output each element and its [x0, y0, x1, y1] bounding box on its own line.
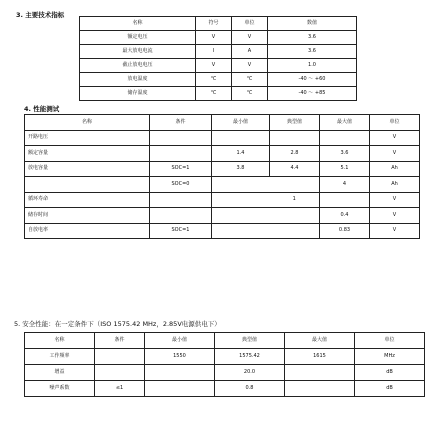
table-cell: V	[370, 192, 420, 208]
table-cell: 5.1	[320, 161, 370, 177]
table-cell: 自放电率	[25, 223, 150, 239]
table-cell	[212, 208, 270, 224]
table-cell	[212, 130, 270, 146]
header-cell: 最大值	[285, 333, 355, 349]
table-row	[25, 349, 425, 365]
table-row	[80, 31, 357, 45]
table-cell: 20.0	[215, 365, 285, 381]
table-cell: 循环寿命	[25, 192, 150, 208]
table-cell	[150, 192, 212, 208]
table-cell	[270, 130, 320, 146]
table-cell: ℃	[232, 87, 268, 101]
table-cell: SOC=0	[150, 177, 212, 193]
table-cell	[212, 192, 270, 208]
table-cell: 储存时间	[25, 208, 150, 224]
table-cell: 1	[270, 192, 320, 208]
table-cell: 4	[320, 177, 370, 193]
table-cell: ℃	[196, 87, 232, 101]
header-cell: 符号	[196, 17, 232, 31]
table-cell	[150, 146, 212, 162]
table-cell: I	[196, 45, 232, 59]
table-cell: Ah	[370, 177, 420, 193]
table-header-row	[25, 115, 420, 131]
table-cell: 3.6	[268, 45, 357, 59]
table-cell: ℃	[232, 73, 268, 87]
table-cell: 最大放电电流	[80, 45, 196, 59]
table-cell	[270, 223, 320, 239]
table-cell: V	[196, 31, 232, 45]
table-cell	[270, 177, 320, 193]
table-cell: V	[370, 208, 420, 224]
table-cell: 开路电压	[25, 130, 150, 146]
table-cell: 放电容量	[25, 161, 150, 177]
header-cell: 典型值	[215, 333, 285, 349]
table-cell	[95, 349, 145, 365]
table-cell	[150, 130, 212, 146]
table-cell: 2.8	[270, 146, 320, 162]
header-cell: 数值	[268, 17, 357, 31]
table-cell: V	[370, 146, 420, 162]
table-cell: 截止放电电压	[80, 59, 196, 73]
table-cell	[320, 192, 370, 208]
table-cell: 额定电压	[80, 31, 196, 45]
table-cell: SOC=1	[150, 161, 212, 177]
table-cell: 增益	[25, 365, 95, 381]
table-cell: A	[232, 45, 268, 59]
header-cell: 名称	[25, 333, 95, 349]
table-row	[25, 381, 425, 397]
table-row	[80, 59, 357, 73]
table-cell: 1.0	[268, 59, 357, 73]
table-row	[80, 73, 357, 87]
spec-table	[79, 16, 357, 101]
section5-heading: 5. 安全性能：在一定条件下（ISO 1575.42 MHz，2.85V电源供电下）	[14, 320, 221, 328]
table-row	[25, 192, 420, 208]
table-cell	[270, 208, 320, 224]
table-cell	[95, 365, 145, 381]
table-cell: V	[370, 130, 420, 146]
header-cell: 单位	[370, 115, 420, 131]
table-header-row	[25, 333, 425, 349]
table-cell: 3.8	[212, 161, 270, 177]
table-cell	[285, 381, 355, 397]
table-cell	[150, 208, 212, 224]
table-cell	[320, 130, 370, 146]
table-cell: SOC=1	[150, 223, 212, 239]
table-cell: 噪声系数	[25, 381, 95, 397]
performance-table	[24, 114, 420, 239]
table-cell: 工作频率	[25, 349, 95, 365]
table-cell: ℃	[196, 73, 232, 87]
table-cell: 额定容量	[25, 146, 150, 162]
table-cell: V	[232, 59, 268, 73]
table-cell: 1550	[145, 349, 215, 365]
table-cell	[145, 381, 215, 397]
table-cell: dB	[355, 365, 425, 381]
header-cell: 条件	[150, 115, 212, 131]
table-cell: 0.8	[215, 381, 285, 397]
table-cell: V	[370, 223, 420, 239]
header-cell: 单位	[232, 17, 268, 31]
table-cell: V	[232, 31, 268, 45]
header-cell: 最大值	[320, 115, 370, 131]
table-cell: 1615	[285, 349, 355, 365]
table-cell: 1.4	[212, 146, 270, 162]
table-cell: MHz	[355, 349, 425, 365]
header-cell: 单位	[355, 333, 425, 349]
table-cell: 1575.42	[215, 349, 285, 365]
header-cell: 名称	[25, 115, 150, 131]
table-cell: 3.6	[268, 31, 357, 45]
table-cell: 4.4	[270, 161, 320, 177]
table-row	[25, 365, 425, 381]
table-cell: -40 ～ +60	[268, 73, 357, 87]
table-header-row	[80, 17, 357, 31]
table-row	[25, 223, 420, 239]
table-cell: ≤1	[95, 381, 145, 397]
table-cell: 3.6	[320, 146, 370, 162]
table-row	[80, 45, 357, 59]
table-cell: 0.4	[320, 208, 370, 224]
table-row	[25, 177, 420, 193]
table-row	[80, 87, 357, 101]
table-row	[25, 161, 420, 177]
header-cell: 最小值	[212, 115, 270, 131]
table-row	[25, 208, 420, 224]
table-cell	[212, 223, 270, 239]
section3-heading: 3. 主要技术指标	[16, 11, 65, 19]
table-row	[25, 130, 420, 146]
table-cell	[25, 177, 150, 193]
table-cell: 储存温度	[80, 87, 196, 101]
table-cell: V	[196, 59, 232, 73]
table-cell: 0.83	[320, 223, 370, 239]
section4-heading: 4. 性能测试	[24, 105, 60, 113]
table-row	[25, 146, 420, 162]
table-cell: dB	[355, 381, 425, 397]
table-cell: Ah	[370, 161, 420, 177]
table-cell: 放电温度	[80, 73, 196, 87]
safety-table	[24, 332, 425, 397]
table-cell	[212, 177, 270, 193]
table-cell: -40 ～ +85	[268, 87, 357, 101]
header-cell: 典型值	[270, 115, 320, 131]
table-cell	[285, 365, 355, 381]
header-cell: 名称	[80, 17, 196, 31]
table-cell	[145, 365, 215, 381]
header-cell: 最小值	[145, 333, 215, 349]
header-cell: 条件	[95, 333, 145, 349]
